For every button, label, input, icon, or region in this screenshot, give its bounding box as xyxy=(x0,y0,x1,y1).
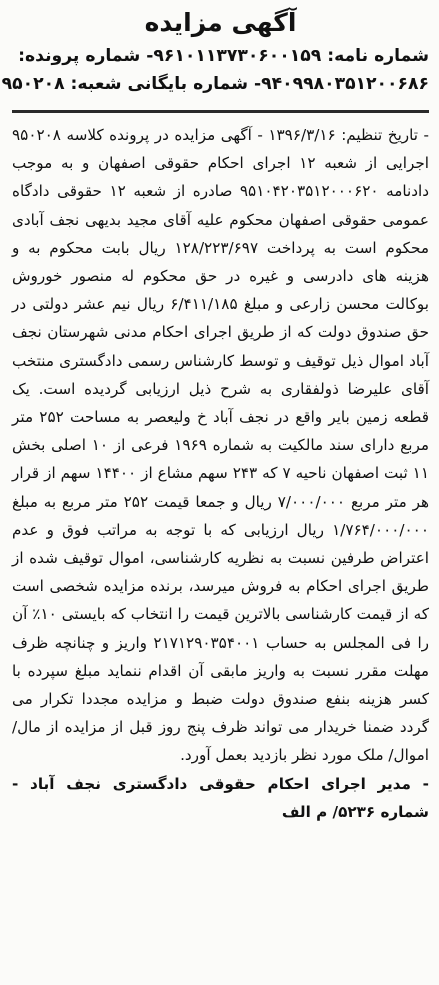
reference-line-2: ۹۴۰۹۹۸۰۳۵۱۲۰۰۶۸۶- شماره بایگانی شعبه: ۹۵۰۲۰۸ xyxy=(1,74,429,94)
notice-body: - تاریخ تنظیم: ۱۳۹۶/۳/۱۶ - آگهی مزایده در پرونده کلاسه ۹۵۰۲۰۸ اجرایی از شعبه ۱۲ اجرای احکام حقوقی اصفهان و به موجب دادنامه ۹۵۱۰۴۲۰۳۵۱۲۰۰۰۶۲۰ صادره از شعبه ۱۲ حقوقی دادگاه عمومی حقوقی اصفهان محکوم علیه آقای مجید بدیهی نجف آبادی محکوم است به پرداخت ۱۲۸/۲۲۳/۶۹۷ ریال بابت محکوم به و هزینه های دادرسی و غیره در حق محکوم له منصور خوروش بوکالت محسن زارعی و مبلغ ۶/۴۱۱/۱۸۵ ریال نیم عشر دولتی در حق صندوق دولت که از طریق اجرای احکام مدنی شهرستان نجف آباد اموال ذیل توقیف و توسط کارشناس رسمی دادگستری منتخب آقای علیرضا ذولفقاری به شرح ذیل ارزیابی گردیده است. یک قطعه زمین بایر واقع در نجف آباد خ ولیعصر به مساحت ۲۵۲ متر مربع دارای سند مالکیت به شماره ۱۹۶۹ فرعی از ۱۰ اصلی بخش ۱۱ ثبت اصفهان ناحیه ۷ که ۲۴۳ سهم مشاع از ۱۴۴۰۰ سهم از قرار هر متر مربع ۷/۰۰۰/۰۰۰ ریال و جمعا قیمت ۲۵۲ متر مربع به مبلغ ۱/۷۶۴/۰۰۰/۰۰۰ ریال ارزیابی که با توجه به مراتب فوق و عدم اعتراض طرفین نسبت به نظریه کارشناسی، اموال توقیف شده از طریق اجرای احکام به فروش میرسد، برنده مزایده شخصی است که از قیمت کارشناسی بالاترین قیمت را انتخاب که بایستی ۱۰٪ آن را فی المجلس به حساب ۲۱۷۱۲۹۰۳۵۴۰۰۱ واریز و چنانچه ظرف مهلت مقرر نسبت به واریز مابقی آن اقدام ننماید مبلغ سپرده با کسر هزینه بنفع صندوق دولت ضبط و مزایده مجددا تکرار می گردد ضمنا خریدار می تواند ظرف پنج روز قبل از مزایده از مال/ اموال/ ملک مورد نظر بازدید بعمل آورد. xyxy=(12,126,430,765)
notice-footer: - مدیر اجرای احکام حقوقی دادگستری نجف آباد - شماره ۵۲۳۶/ م الف xyxy=(12,774,429,821)
divider xyxy=(12,110,429,113)
reference-line-1: شماره نامه: ۹۶۱۰۱۱۳۷۳۰۶۰۰۱۵۹- شماره پرونده: xyxy=(18,46,429,66)
notice-title: آگهی مزایده xyxy=(144,8,297,37)
